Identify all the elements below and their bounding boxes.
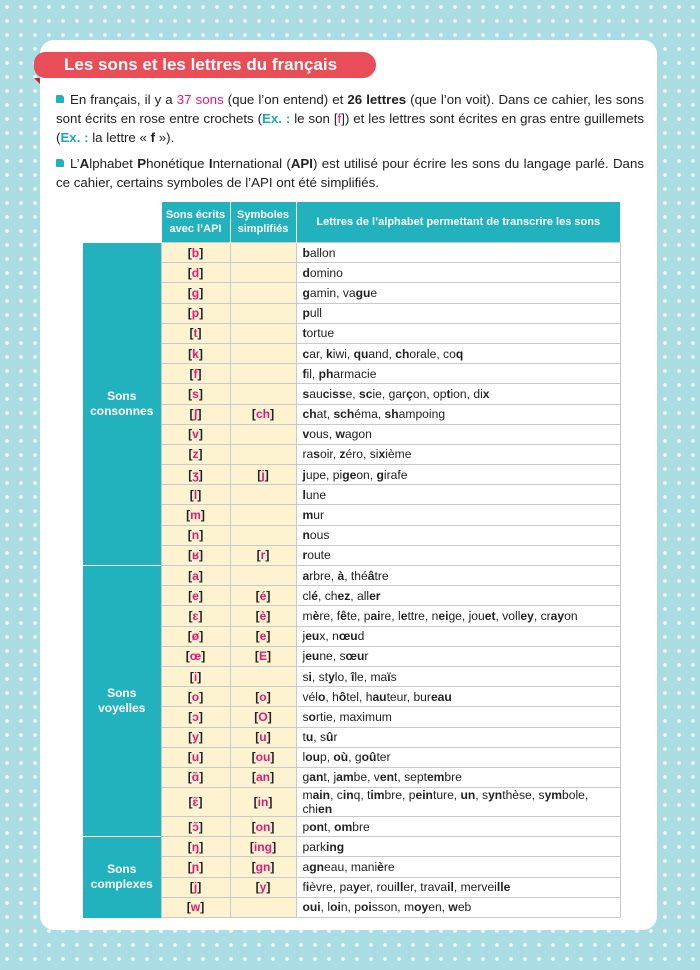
simplified-symbol [230, 303, 296, 323]
api-symbol: [ʒ] [161, 465, 230, 485]
example-label: Ex. : [262, 111, 291, 126]
table-row [83, 283, 620, 303]
example-words: tu, sûr [296, 727, 620, 747]
api-symbol: [ɛ̃] [161, 788, 230, 817]
table-row [83, 323, 620, 343]
api-symbol: [m] [161, 505, 230, 525]
simplified-symbol [230, 566, 296, 586]
simplified-symbol: [O] [230, 707, 296, 727]
api-symbol: [k] [161, 343, 230, 363]
api-acronym: API [290, 156, 313, 171]
simplified-symbol: [o] [230, 687, 296, 707]
simplified-symbol: [an] [230, 767, 296, 787]
example-letter: f [150, 130, 156, 145]
example-words: fièvre, payer, rouiller, travail, merveille [296, 877, 620, 897]
simplified-symbol [230, 666, 296, 686]
example-words: saucisse, scie, garçon, option, dix [296, 384, 620, 404]
example-words: lune [296, 485, 620, 505]
api-symbol: [v] [161, 424, 230, 444]
api-symbol: [ø] [161, 626, 230, 646]
table-row [83, 263, 620, 283]
api-symbol: [s] [161, 384, 230, 404]
example-words: loup, où, goûter [296, 747, 620, 767]
simplified-symbol: [E] [230, 646, 296, 666]
example-words: domino [296, 263, 620, 283]
sound-count: 37 sons [176, 92, 224, 107]
api-symbol: [t] [161, 323, 230, 343]
api-symbol: [n] [161, 525, 230, 545]
api-symbol: [y] [161, 727, 230, 747]
simplified-symbol: [é] [230, 586, 296, 606]
example-words: chat, schéma, shampoing [296, 404, 620, 424]
api-symbol: [l] [161, 485, 230, 505]
header-simplified: Symboles simplifiés [230, 202, 296, 243]
example-words: nous [296, 525, 620, 545]
example-words: vélo, hôtel, hauteur, bureau [296, 687, 620, 707]
example-sound: f [337, 111, 342, 126]
simplified-symbol [230, 444, 296, 464]
example-words: mur [296, 505, 620, 525]
simplified-symbol [230, 525, 296, 545]
example-words: route [296, 545, 620, 565]
api-symbol: [j] [161, 877, 230, 897]
example-words: tortue [296, 323, 620, 343]
api-symbol: [ɔ] [161, 707, 230, 727]
table-row [83, 384, 620, 404]
example-words: car, kiwi, quand, chorale, coq [296, 343, 620, 363]
simplified-symbol: [ing] [230, 837, 296, 857]
table-row [83, 747, 620, 767]
example-words: si, stylo, île, maïs [296, 666, 620, 686]
table-row [83, 727, 620, 747]
table-row [83, 837, 620, 857]
api-symbol: [f] [161, 364, 230, 384]
bullet-icon [56, 95, 64, 103]
simplified-symbol: [è] [230, 606, 296, 626]
header-api: Sons écrits avec l’API [161, 202, 230, 243]
example-words: jeune, sœur [296, 646, 620, 666]
example-words: sortie, maximum [296, 707, 620, 727]
table-row [83, 606, 620, 626]
api-symbol: [ʁ] [161, 545, 230, 565]
example-words: jeux, nœud [296, 626, 620, 646]
header-letters: Lettres de l’alphabet permettant de transcrire les sons [296, 202, 620, 243]
simplified-symbol: [e] [230, 626, 296, 646]
simplified-symbol: [j] [230, 465, 296, 485]
table-row [83, 525, 620, 545]
table-row [83, 767, 620, 787]
sounds-table [83, 202, 621, 918]
table-row [83, 364, 620, 384]
example-words: oui, loin, poisson, moyen, web [296, 897, 620, 917]
simplified-symbol [230, 343, 296, 363]
table-row [83, 666, 620, 686]
api-symbol: [b] [161, 243, 230, 263]
table-row [83, 444, 620, 464]
api-symbol: [ŋ] [161, 837, 230, 857]
table-row [83, 303, 620, 323]
example-words: agneau, manière [296, 857, 620, 877]
table-row [83, 404, 620, 424]
table-row [83, 343, 620, 363]
simplified-symbol [230, 364, 296, 384]
table-row [83, 465, 620, 485]
table-row [83, 687, 620, 707]
table-row [83, 586, 620, 606]
api-symbol: [ɲ] [161, 857, 230, 877]
group-label: Sons voyelles [83, 566, 161, 837]
api-symbol: [ɛ] [161, 606, 230, 626]
table-row [83, 424, 620, 444]
table-row [83, 566, 620, 586]
table-row [83, 897, 620, 917]
bullet-icon [56, 159, 64, 167]
example-words: arbre, à, théâtre [296, 566, 620, 586]
page-card [40, 40, 657, 930]
simplified-symbol: [ch] [230, 404, 296, 424]
api-symbol: [p] [161, 303, 230, 323]
simplified-symbol [230, 283, 296, 303]
simplified-symbol [230, 243, 296, 263]
table-row [83, 485, 620, 505]
api-symbol: [ʃ] [161, 404, 230, 424]
example-words: fil, pharmacie [296, 364, 620, 384]
api-symbol: [u] [161, 747, 230, 767]
table-row [83, 545, 620, 565]
intro-paragraph-1: En français, il y a 37 sons (que l’on entend) et 26 lettres (que l’on voit). Dans ce cahier, les sons sont écrits en rose entre crochets (Ex. : le son [f]) et les lettres sont écrites en gras entre guillemets (Ex. : la lettre « f »). [56, 92, 644, 145]
table-row [83, 788, 620, 817]
simplified-symbol [230, 323, 296, 343]
simplified-symbol [230, 263, 296, 283]
simplified-symbol: [in] [230, 788, 296, 817]
table-row [83, 817, 620, 837]
simplified-symbol: [on] [230, 817, 296, 837]
simplified-symbol: [u] [230, 727, 296, 747]
api-symbol: [d] [161, 263, 230, 283]
api-symbol: [ɔ̃] [161, 817, 230, 837]
table-row [83, 877, 620, 897]
example-words: mère, fête, paire, lettre, neige, jouet, volley, crayon [296, 606, 620, 626]
api-symbol: [ɑ̃] [161, 767, 230, 787]
api-symbol: [z] [161, 444, 230, 464]
api-symbol: [e] [161, 586, 230, 606]
example-label: Ex. : [60, 130, 89, 145]
simplified-symbol [230, 897, 296, 917]
simplified-symbol: [gn] [230, 857, 296, 877]
simplified-symbol [230, 485, 296, 505]
example-words: rasoir, zéro, sixième [296, 444, 620, 464]
example-words: vous, wagon [296, 424, 620, 444]
table-row [83, 626, 620, 646]
intro-paragraph-2: L’Alphabet Phonétique International (API) est utilisé pour écrire les sons du langage parlé. Dans ce cahier, certains symboles de l’API ont été simplifiés. [56, 156, 644, 190]
simplified-symbol [230, 384, 296, 404]
example-words: jupe, pigeon, girafe [296, 465, 620, 485]
simplified-symbol [230, 424, 296, 444]
api-symbol: [g] [161, 283, 230, 303]
example-words: gant, jambe, vent, septembre [296, 767, 620, 787]
letter-count: 26 lettres [347, 92, 407, 107]
api-symbol: [a] [161, 566, 230, 586]
table-row [83, 505, 620, 525]
example-words: main, cinq, timbre, peinture, un, synthèse, symbole, chien [296, 788, 620, 817]
api-symbol: [o] [161, 687, 230, 707]
simplified-symbol: [y] [230, 877, 296, 897]
example-words: ballon [296, 243, 620, 263]
table-row [83, 707, 620, 727]
api-symbol: [w] [161, 897, 230, 917]
example-words: parking [296, 837, 620, 857]
table-row [83, 857, 620, 877]
page-title: Les sons et les lettres du français [34, 52, 376, 78]
example-words: gamin, vague [296, 283, 620, 303]
example-words: clé, chez, aller [296, 586, 620, 606]
api-symbol: [i] [161, 666, 230, 686]
simplified-symbol: [ou] [230, 747, 296, 767]
group-label: Sons consonnes [83, 243, 161, 566]
simplified-symbol: [r] [230, 545, 296, 565]
table-row [83, 243, 620, 263]
group-label: Sons complexes [83, 837, 161, 918]
simplified-symbol [230, 505, 296, 525]
api-symbol: [œ] [161, 646, 230, 666]
example-words: pont, ombre [296, 817, 620, 837]
table-row [83, 646, 620, 666]
example-words: pull [296, 303, 620, 323]
